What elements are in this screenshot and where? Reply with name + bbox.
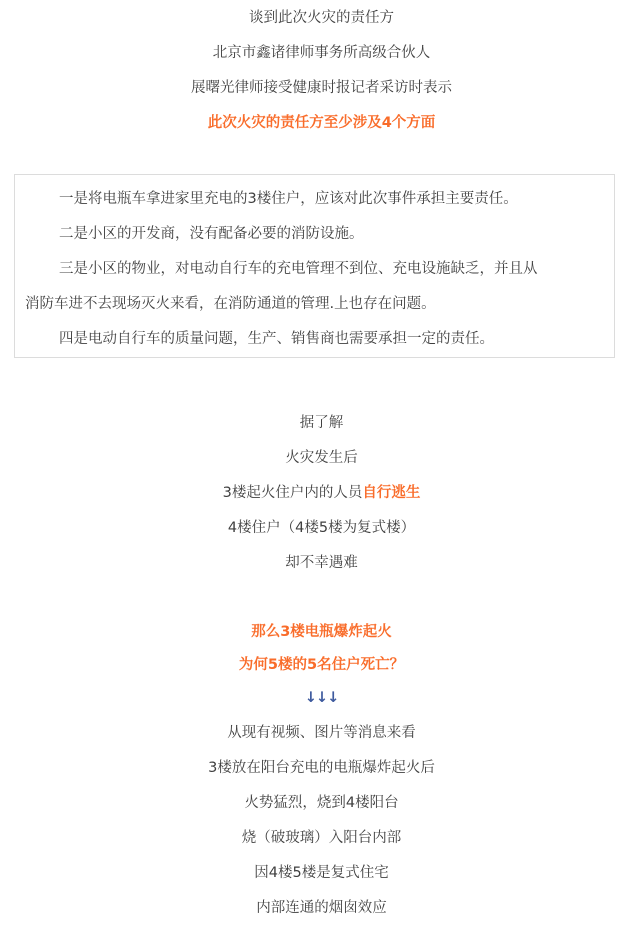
analysis-line-6: 内部连通的烟囱效应 bbox=[256, 900, 387, 916]
story-line-1: 据了解 bbox=[299, 415, 344, 431]
story-line-5: 却不幸遇难 bbox=[285, 555, 358, 571]
question-line-2: 为何5楼的5名住户死亡？ bbox=[238, 657, 405, 673]
down-arrows-icon: ↓↓↓ bbox=[304, 690, 339, 706]
responsibility-3-line-1: 三是小区的物业，对电动自行车的充电管理不到位、充电设施缺乏，并且从 bbox=[59, 261, 538, 277]
analysis-line-5: 因4楼5楼是复式住宅 bbox=[254, 865, 389, 881]
analysis-line-3: 火势猛烈，烧到4楼阳台 bbox=[244, 795, 399, 811]
story-line-3 bbox=[0, 483, 643, 503]
question-line-1: 那么3楼电瓶爆炸起火 bbox=[251, 624, 392, 640]
responsibility-1: 一是将电瓶车拿进家里充电的3楼住户，应该对此次事件承担主要责任。 bbox=[59, 191, 518, 207]
responsibility-2: 二是小区的开发商，没有配备必要的消防设施。 bbox=[59, 226, 364, 242]
analysis-line-2: 3楼放在阳台充电的电瓶爆炸起火后 bbox=[208, 760, 435, 776]
intro-line-1: 谈到此次火灾的责任方 bbox=[249, 10, 394, 26]
intro-line-3: 展曙光律师接受健康时报记者采访时表示 bbox=[191, 80, 452, 96]
responsibility-4: 四是电动自行车的质量问题，生产、销售商也需要承担一定的责任。 bbox=[59, 331, 494, 347]
intro-headline: 此次火灾的责任方至少涉及4个方面 bbox=[207, 115, 436, 131]
story-line-3-highlight: 自行逃生 bbox=[362, 485, 421, 501]
responsibility-3-line-2: 消防车进不去现场灭火来看，在消防通道的管理.上也存在问题。 bbox=[25, 296, 436, 312]
story-line-4: 4楼住户（4楼5楼为复式楼） bbox=[227, 520, 416, 536]
responsibilities-box bbox=[14, 174, 615, 358]
story-line-3-prefix: 3楼起火住户内的人员 bbox=[222, 485, 363, 501]
analysis-line-1: 从现有视频、图片等消息来看 bbox=[227, 725, 416, 741]
analysis-line-4: 烧（破玻璃）入阳台内部 bbox=[241, 830, 402, 846]
story-line-2: 火灾发生后 bbox=[285, 450, 358, 466]
intro-line-2: 北京市鑫诸律师事务所高级合伙人 bbox=[212, 45, 431, 61]
